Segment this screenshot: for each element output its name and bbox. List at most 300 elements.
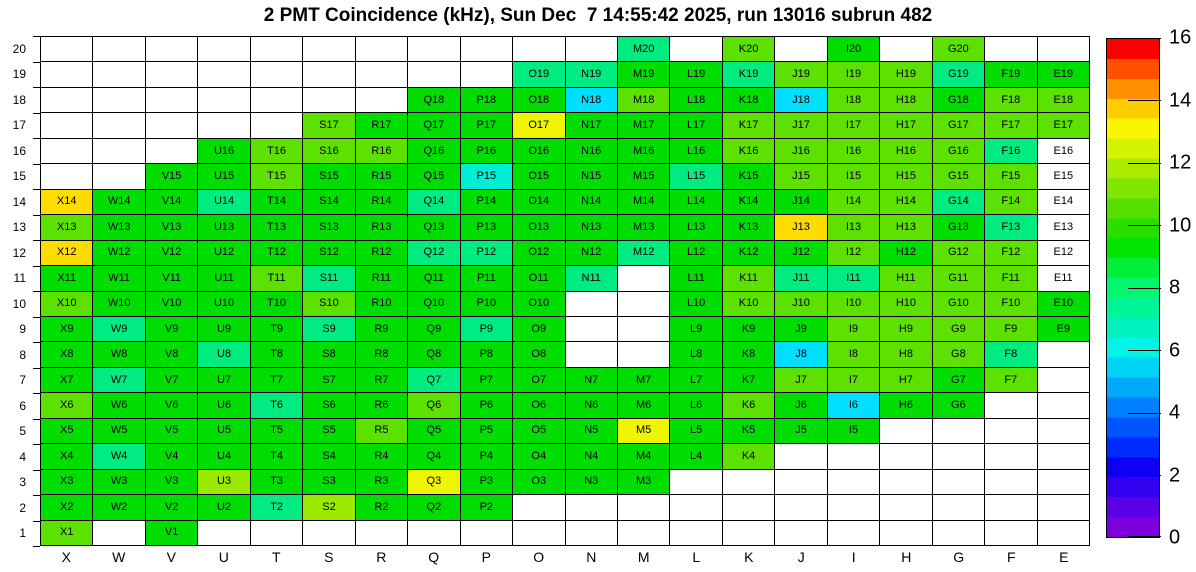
cell-G15: G15 [933,164,985,189]
cell-L9: L9 [670,317,722,342]
cell-Q18: Q18 [408,88,460,113]
y-tick [33,36,40,37]
cell-K8: K8 [723,342,775,367]
y-tick [33,393,40,394]
cell-empty [1038,495,1090,520]
x-label-I: I [851,549,856,565]
cell-empty [461,62,513,87]
cell-empty [880,419,932,444]
cell-empty [723,495,775,520]
cell-S11: S11 [303,266,355,291]
cell-U6: U6 [198,393,250,418]
cell-P4: P4 [461,444,513,469]
cell-N6: N6 [566,393,618,418]
y-label-5: 5 [19,424,26,439]
cell-empty [461,521,513,546]
cell-W6: W6 [93,393,145,418]
colorbar-label-6: 6 [1169,339,1181,361]
cell-I10: I10 [828,292,880,317]
cell-R7: R7 [356,368,408,393]
cell-empty [566,495,618,520]
cell-F18: F18 [985,88,1037,113]
cell-U9: U9 [198,317,250,342]
colorbar-label-16: 16 [1169,26,1192,49]
cell-N15: N15 [566,164,618,189]
x-label-G: G [953,549,965,565]
cell-G13: G13 [933,215,985,240]
cell-T12: T12 [251,241,303,266]
colorbar-tick-0 [1128,536,1161,537]
cell-N3: N3 [566,470,618,495]
cell-empty [198,521,250,546]
cell-empty [1038,368,1090,393]
cell-S5: S5 [303,419,355,444]
cell-G17: G17 [933,113,985,138]
y-label-2: 2 [19,500,26,515]
cell-H16: H16 [880,139,932,164]
cell-Q4: Q4 [408,444,460,469]
cell-empty [198,88,250,113]
cell-empty [670,521,722,546]
colorbar-tick-10 [1128,225,1161,226]
cell-X4: X4 [41,444,93,469]
cell-G19: G19 [933,62,985,87]
cell-empty [880,470,932,495]
cell-K19: K19 [723,62,775,87]
y-tick [33,164,40,165]
y-tick [33,444,40,445]
cell-E9: E9 [1038,317,1090,342]
cell-J10: J10 [775,292,827,317]
cell-Q11: Q11 [408,266,460,291]
cell-empty [146,37,198,62]
x-label-L: L [692,549,701,565]
cell-U13: U13 [198,215,250,240]
cell-empty [618,342,670,367]
cell-S3: S3 [303,470,355,495]
cell-V10: V10 [146,292,198,317]
cell-O3: O3 [513,470,565,495]
cell-empty [1038,470,1090,495]
cell-W7: W7 [93,368,145,393]
y-tick [33,470,40,471]
y-label-13: 13 [12,220,26,235]
cell-T8: T8 [251,342,303,367]
cell-empty [251,521,303,546]
cell-U2: U2 [198,495,250,520]
x-label-T: T [271,549,281,565]
y-tick [33,546,40,547]
cell-X14: X14 [41,190,93,215]
cell-R10: R10 [356,292,408,317]
cell-N17: N17 [566,113,618,138]
cell-I6: I6 [828,393,880,418]
cell-R15: R15 [356,164,408,189]
cell-P14: P14 [461,190,513,215]
chart-title: 2 PMT Coincidence (kHz), Sun Dec 7 14:55:42 2025, run 13016 subrun 482 [263,5,933,26]
x-label-E: E [1059,549,1069,565]
cell-S6: S6 [303,393,355,418]
cell-Q5: Q5 [408,419,460,444]
cell-Q12: Q12 [408,241,460,266]
cell-empty [356,62,408,87]
cell-T4: T4 [251,444,303,469]
cell-W3: W3 [93,470,145,495]
cell-H10: H10 [880,292,932,317]
cell-T15: T15 [251,164,303,189]
cell-U14: U14 [198,190,250,215]
cell-O13: O13 [513,215,565,240]
x-axis-labels [40,549,1090,567]
cell-empty [41,164,93,189]
cell-empty [670,495,722,520]
cell-K18: K18 [723,88,775,113]
cell-E11: E11 [1038,266,1090,291]
cell-L10: L10 [670,292,722,317]
cell-empty [198,113,250,138]
cell-O7: O7 [513,368,565,393]
y-tick [33,342,40,343]
cell-I12: I12 [828,241,880,266]
cell-empty [513,521,565,546]
cell-H11: H11 [880,266,932,291]
cell-J8: J8 [775,342,827,367]
cell-M16: M16 [618,139,670,164]
cell-empty [618,292,670,317]
cell-I9: I9 [828,317,880,342]
colorbar-label-4: 4 [1169,401,1181,424]
cell-F9: F9 [985,317,1037,342]
cell-R4: R4 [356,444,408,469]
cell-R16: R16 [356,139,408,164]
y-tick [33,419,40,420]
cell-S10: S10 [303,292,355,317]
cell-S17: S17 [303,113,355,138]
cell-K15: K15 [723,164,775,189]
cell-H13: H13 [880,215,932,240]
cell-U15: U15 [198,164,250,189]
colorbar-label-12: 12 [1169,151,1192,174]
cell-empty [618,266,670,291]
cell-R12: R12 [356,241,408,266]
cell-Q14: Q14 [408,190,460,215]
colorbar-label-0: 0 [1169,526,1181,549]
cell-L5: L5 [670,419,722,444]
y-label-4: 4 [19,449,26,464]
cell-empty [880,495,932,520]
y-axis-ticks [33,36,40,547]
cell-V8: V8 [146,342,198,367]
cell-E13: E13 [1038,215,1090,240]
cell-S4: S4 [303,444,355,469]
colorbar-label-10: 10 [1169,214,1192,236]
x-label-O: O [533,549,545,565]
cell-F15: F15 [985,164,1037,189]
cell-empty [775,521,827,546]
y-label-16: 16 [12,143,26,158]
cell-L6: L6 [670,393,722,418]
cell-L7: L7 [670,368,722,393]
cell-H7: H7 [880,368,932,393]
cell-S2: S2 [303,495,355,520]
cell-G20: G20 [933,37,985,62]
cell-T7: T7 [251,368,303,393]
cell-J14: J14 [775,190,827,215]
cell-X13: X13 [41,215,93,240]
cell-empty [251,37,303,62]
colorbar-label-2: 2 [1169,464,1181,486]
cell-U10: U10 [198,292,250,317]
cell-P16: P16 [461,139,513,164]
y-label-1: 1 [19,526,26,541]
colorbar-tick-6 [1128,350,1161,351]
cell-P15: P15 [461,164,513,189]
cell-empty [985,521,1037,546]
cell-F10: F10 [985,292,1037,317]
y-label-12: 12 [12,245,26,260]
cell-L11: L11 [670,266,722,291]
cell-X3: X3 [41,470,93,495]
cell-O14: O14 [513,190,565,215]
cell-empty [1038,393,1090,418]
colorbar-tick-16 [1128,38,1161,39]
cell-K12: K12 [723,241,775,266]
cell-M12: M12 [618,241,670,266]
cell-G8: G8 [933,342,985,367]
cell-empty [566,521,618,546]
y-tick [33,495,40,496]
cell-M19: M19 [618,62,670,87]
cell-empty [93,37,145,62]
cell-O15: O15 [513,164,565,189]
cell-I8: I8 [828,342,880,367]
cell-V7: V7 [146,368,198,393]
cell-K11: K11 [723,266,775,291]
cell-X8: X8 [41,342,93,367]
cell-X6: X6 [41,393,93,418]
y-label-6: 6 [19,398,26,413]
cell-T3: T3 [251,470,303,495]
y-label-10: 10 [12,296,26,311]
cell-empty [41,62,93,87]
cell-W11: W11 [93,266,145,291]
cell-empty [985,470,1037,495]
cell-O5: O5 [513,419,565,444]
cell-O18: O18 [513,88,565,113]
cell-empty [41,113,93,138]
cell-M5: M5 [618,419,670,444]
y-axis-labels [0,36,33,546]
cell-empty [1038,521,1090,546]
cell-empty [408,62,460,87]
cell-empty [251,88,303,113]
cell-P3: P3 [461,470,513,495]
cell-N19: N19 [566,62,618,87]
x-label-N: N [586,549,597,565]
cell-G7: G7 [933,368,985,393]
cell-T2: T2 [251,495,303,520]
cell-U7: U7 [198,368,250,393]
cell-W2: W2 [93,495,145,520]
cell-empty [775,470,827,495]
y-tick [33,521,40,522]
cell-O19: O19 [513,62,565,87]
colorbar [1106,26,1196,549]
colorbar-tick-8 [1128,288,1161,289]
cell-N12: N12 [566,241,618,266]
cell-empty [933,521,985,546]
cell-F11: F11 [985,266,1037,291]
y-tick [33,266,40,267]
cell-G14: G14 [933,190,985,215]
cell-empty [303,62,355,87]
cell-P11: P11 [461,266,513,291]
cell-L16: L16 [670,139,722,164]
cell-T14: T14 [251,190,303,215]
cell-empty [513,495,565,520]
cell-U16: U16 [198,139,250,164]
cell-P5: P5 [461,419,513,444]
cell-E14: E14 [1038,190,1090,215]
cell-N5: N5 [566,419,618,444]
cell-I20: I20 [828,37,880,62]
cell-V12: V12 [146,241,198,266]
cell-empty [566,317,618,342]
y-label-3: 3 [19,475,26,490]
y-tick [33,240,40,241]
cell-empty [618,495,670,520]
y-label-11: 11 [13,271,26,286]
cell-J6: J6 [775,393,827,418]
cell-P17: P17 [461,113,513,138]
cell-O17: O17 [513,113,565,138]
cell-E18: E18 [1038,88,1090,113]
cell-empty [146,113,198,138]
cell-empty [933,419,985,444]
cell-Q2: Q2 [408,495,460,520]
cell-G12: G12 [933,241,985,266]
cell-I18: I18 [828,88,880,113]
cell-U4: U4 [198,444,250,469]
y-label-14: 14 [12,194,26,209]
cell-H15: H15 [880,164,932,189]
cell-V11: V11 [146,266,198,291]
cell-X5: X5 [41,419,93,444]
cell-V14: V14 [146,190,198,215]
cell-V1: V1 [146,521,198,546]
cell-empty [723,521,775,546]
cell-N11: N11 [566,266,618,291]
cell-N18: N18 [566,88,618,113]
cell-Q13: Q13 [408,215,460,240]
x-label-P: P [481,549,491,565]
cell-J11: J11 [775,266,827,291]
cell-S8: S8 [303,342,355,367]
cell-K17: K17 [723,113,775,138]
cell-U8: U8 [198,342,250,367]
cell-T5: T5 [251,419,303,444]
cell-W14: W14 [93,190,145,215]
cell-X1: X1 [41,521,93,546]
cell-V13: V13 [146,215,198,240]
y-tick [33,368,40,369]
cell-I11: I11 [828,266,880,291]
cell-M14: M14 [618,190,670,215]
cell-K5: K5 [723,419,775,444]
cell-F16: F16 [985,139,1037,164]
x-label-K: K [744,549,754,565]
cell-U12: U12 [198,241,250,266]
cell-X7: X7 [41,368,93,393]
cell-K10: K10 [723,292,775,317]
cell-H9: H9 [880,317,932,342]
cell-P8: P8 [461,342,513,367]
cell-F19: F19 [985,62,1037,87]
cell-empty [985,444,1037,469]
y-tick [33,291,40,292]
cell-empty [618,317,670,342]
y-tick [33,215,40,216]
cell-J12: J12 [775,241,827,266]
cell-empty [408,37,460,62]
cell-G9: G9 [933,317,985,342]
cell-S9: S9 [303,317,355,342]
cell-W5: W5 [93,419,145,444]
cell-empty [93,62,145,87]
cell-J15: J15 [775,164,827,189]
cell-X11: X11 [41,266,93,291]
cell-S14: S14 [303,190,355,215]
cell-V5: V5 [146,419,198,444]
cell-empty [356,521,408,546]
cell-H19: H19 [880,62,932,87]
cell-X10: X10 [41,292,93,317]
cell-I5: I5 [828,419,880,444]
cell-R11: R11 [356,266,408,291]
cell-K6: K6 [723,393,775,418]
cell-K9: K9 [723,317,775,342]
x-label-R: R [376,549,387,565]
y-label-18: 18 [12,92,26,107]
cell-empty [933,470,985,495]
cell-empty [303,37,355,62]
cell-empty [1038,37,1090,62]
cell-F8: F8 [985,342,1037,367]
cell-J16: J16 [775,139,827,164]
cell-R2: R2 [356,495,408,520]
cell-empty [41,37,93,62]
cell-X12: X12 [41,241,93,266]
cell-empty [303,88,355,113]
cell-Q17: Q17 [408,113,460,138]
cell-empty [933,495,985,520]
cell-G6: G6 [933,393,985,418]
cell-P13: P13 [461,215,513,240]
cell-H17: H17 [880,113,932,138]
cell-empty [408,521,460,546]
cell-G18: G18 [933,88,985,113]
x-label-Q: Q [428,549,440,565]
cell-empty [303,521,355,546]
cell-empty [566,342,618,367]
cell-empty [566,292,618,317]
cell-L8: L8 [670,342,722,367]
colorbar-tick-2 [1128,475,1161,476]
cell-empty [93,88,145,113]
cell-P18: P18 [461,88,513,113]
cell-empty [775,444,827,469]
y-label-17: 17 [12,118,26,133]
